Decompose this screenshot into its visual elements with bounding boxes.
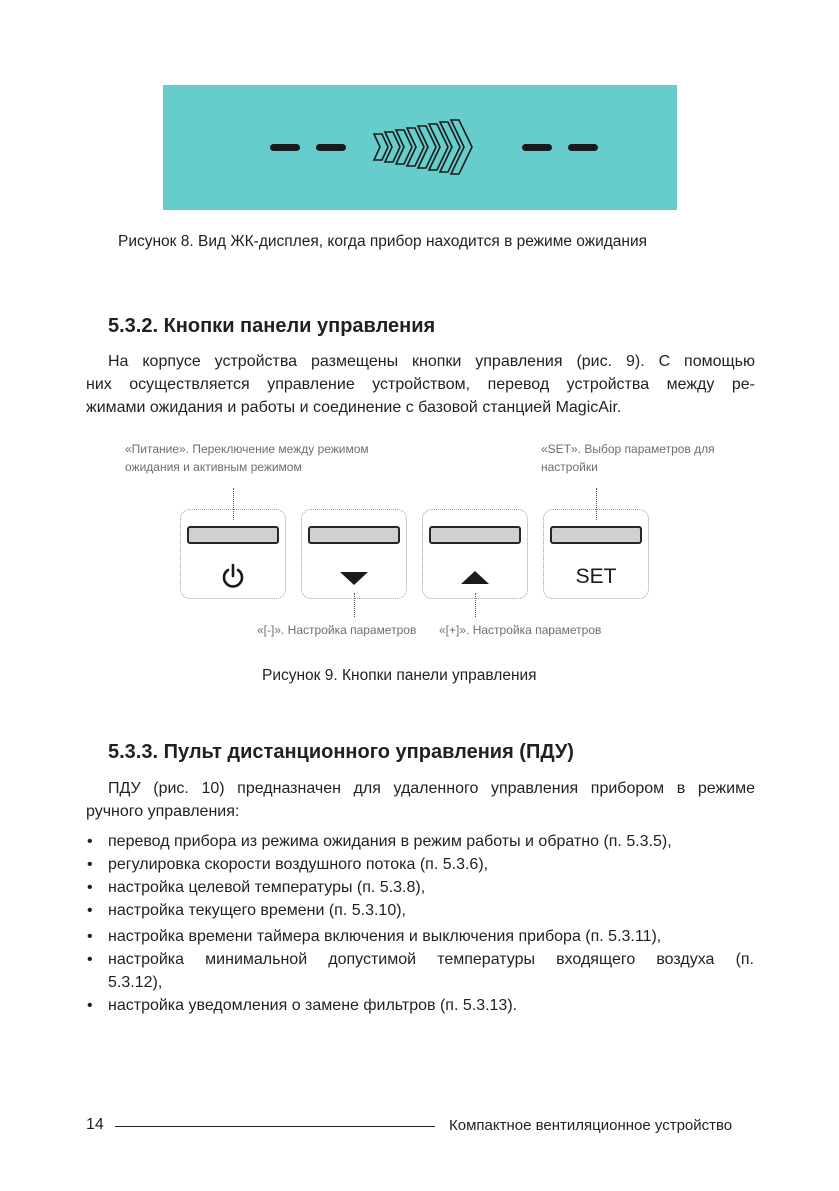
list-item-text: настройка текущего времени (п. 5.3.10),	[108, 902, 406, 919]
note-set-line: «SET». Выбор параметров для	[541, 442, 715, 456]
paragraph-line: На корпусе устройства размещены кнопки управления (рис. 9). С помощью	[108, 353, 755, 370]
footer-title: Компактное вентиляционное устройство	[449, 1117, 733, 1134]
bullet-icon: •	[87, 902, 93, 919]
list-item-text: настройка целевой температуры (п. 5.3.8),	[108, 879, 426, 896]
list-item-text: настройка минимальной допустимой температуры входящего воздуха (п.	[108, 951, 754, 968]
paragraph-line: ПДУ (рис. 10) предназначен для удаленного управления прибором в режиме	[108, 780, 755, 797]
plus-button-frame	[422, 509, 528, 599]
paragraph-line: них осуществляется управление устройством, перевод устройства между ре-	[86, 376, 755, 393]
list-item-text: настройка времени таймера включения и выключения прибора (п. 5.3.11),	[108, 928, 662, 945]
note-plus: «[+]». Настройка параметров	[439, 623, 602, 637]
set-button	[550, 526, 642, 544]
list-item-text: 5.3.12),	[108, 974, 163, 991]
note-set-line: настройки	[541, 460, 598, 474]
note-power-line: «Питание». Переключение между режимом	[125, 442, 369, 456]
section-heading: 5.3.3. Пульт дистанционного управления (ПДУ)	[108, 741, 574, 763]
bullet-icon: •	[87, 856, 93, 873]
lcd-dash	[522, 144, 552, 151]
set-button-label: SET	[575, 565, 617, 588]
figure9-caption: Рисунок 9. Кнопки панели управления	[262, 667, 537, 684]
plus-button	[429, 526, 521, 544]
paragraph-line: ручного управления:	[86, 803, 240, 820]
page-number: 14	[86, 1116, 104, 1133]
lcd-fan-chevrons-icon	[370, 118, 480, 176]
triangle-up-icon	[461, 571, 489, 585]
triangle-down-icon	[340, 572, 368, 586]
lcd-dash	[270, 144, 300, 151]
list-item-text: регулировка скорости воздушного потока (п. 5.3.6),	[108, 856, 489, 873]
bullet-icon: •	[87, 951, 93, 968]
bullet-icon: •	[87, 928, 93, 945]
lcd-dash	[316, 144, 346, 151]
bullet-icon: •	[87, 879, 93, 896]
lcd-dash	[568, 144, 598, 151]
figure8-caption: Рисунок 8. Вид ЖК-дисплея, когда прибор находится в режиме ожидания	[118, 233, 648, 250]
note-power-line: ожидания и активным режимом	[125, 460, 302, 474]
bullet-icon: •	[87, 833, 93, 850]
bullet-icon: •	[87, 997, 93, 1014]
power-icon	[220, 563, 246, 591]
power-button	[187, 526, 279, 544]
footer-divider	[115, 1126, 435, 1127]
list-item-text: настройка уведомления о замене фильтров (п. 5.3.13).	[108, 997, 518, 1014]
section-heading: 5.3.2. Кнопки панели управления	[108, 315, 436, 337]
minus-button	[308, 526, 400, 544]
note-minus: «[-]». Настройка параметров	[257, 623, 417, 637]
list-item-text: перевод прибора из режима ожидания в режим работы и обратно (п. 5.3.5),	[108, 833, 672, 850]
paragraph-line: жимами ожидания и работы и соединение с базовой станцией MagicAir.	[86, 399, 622, 416]
